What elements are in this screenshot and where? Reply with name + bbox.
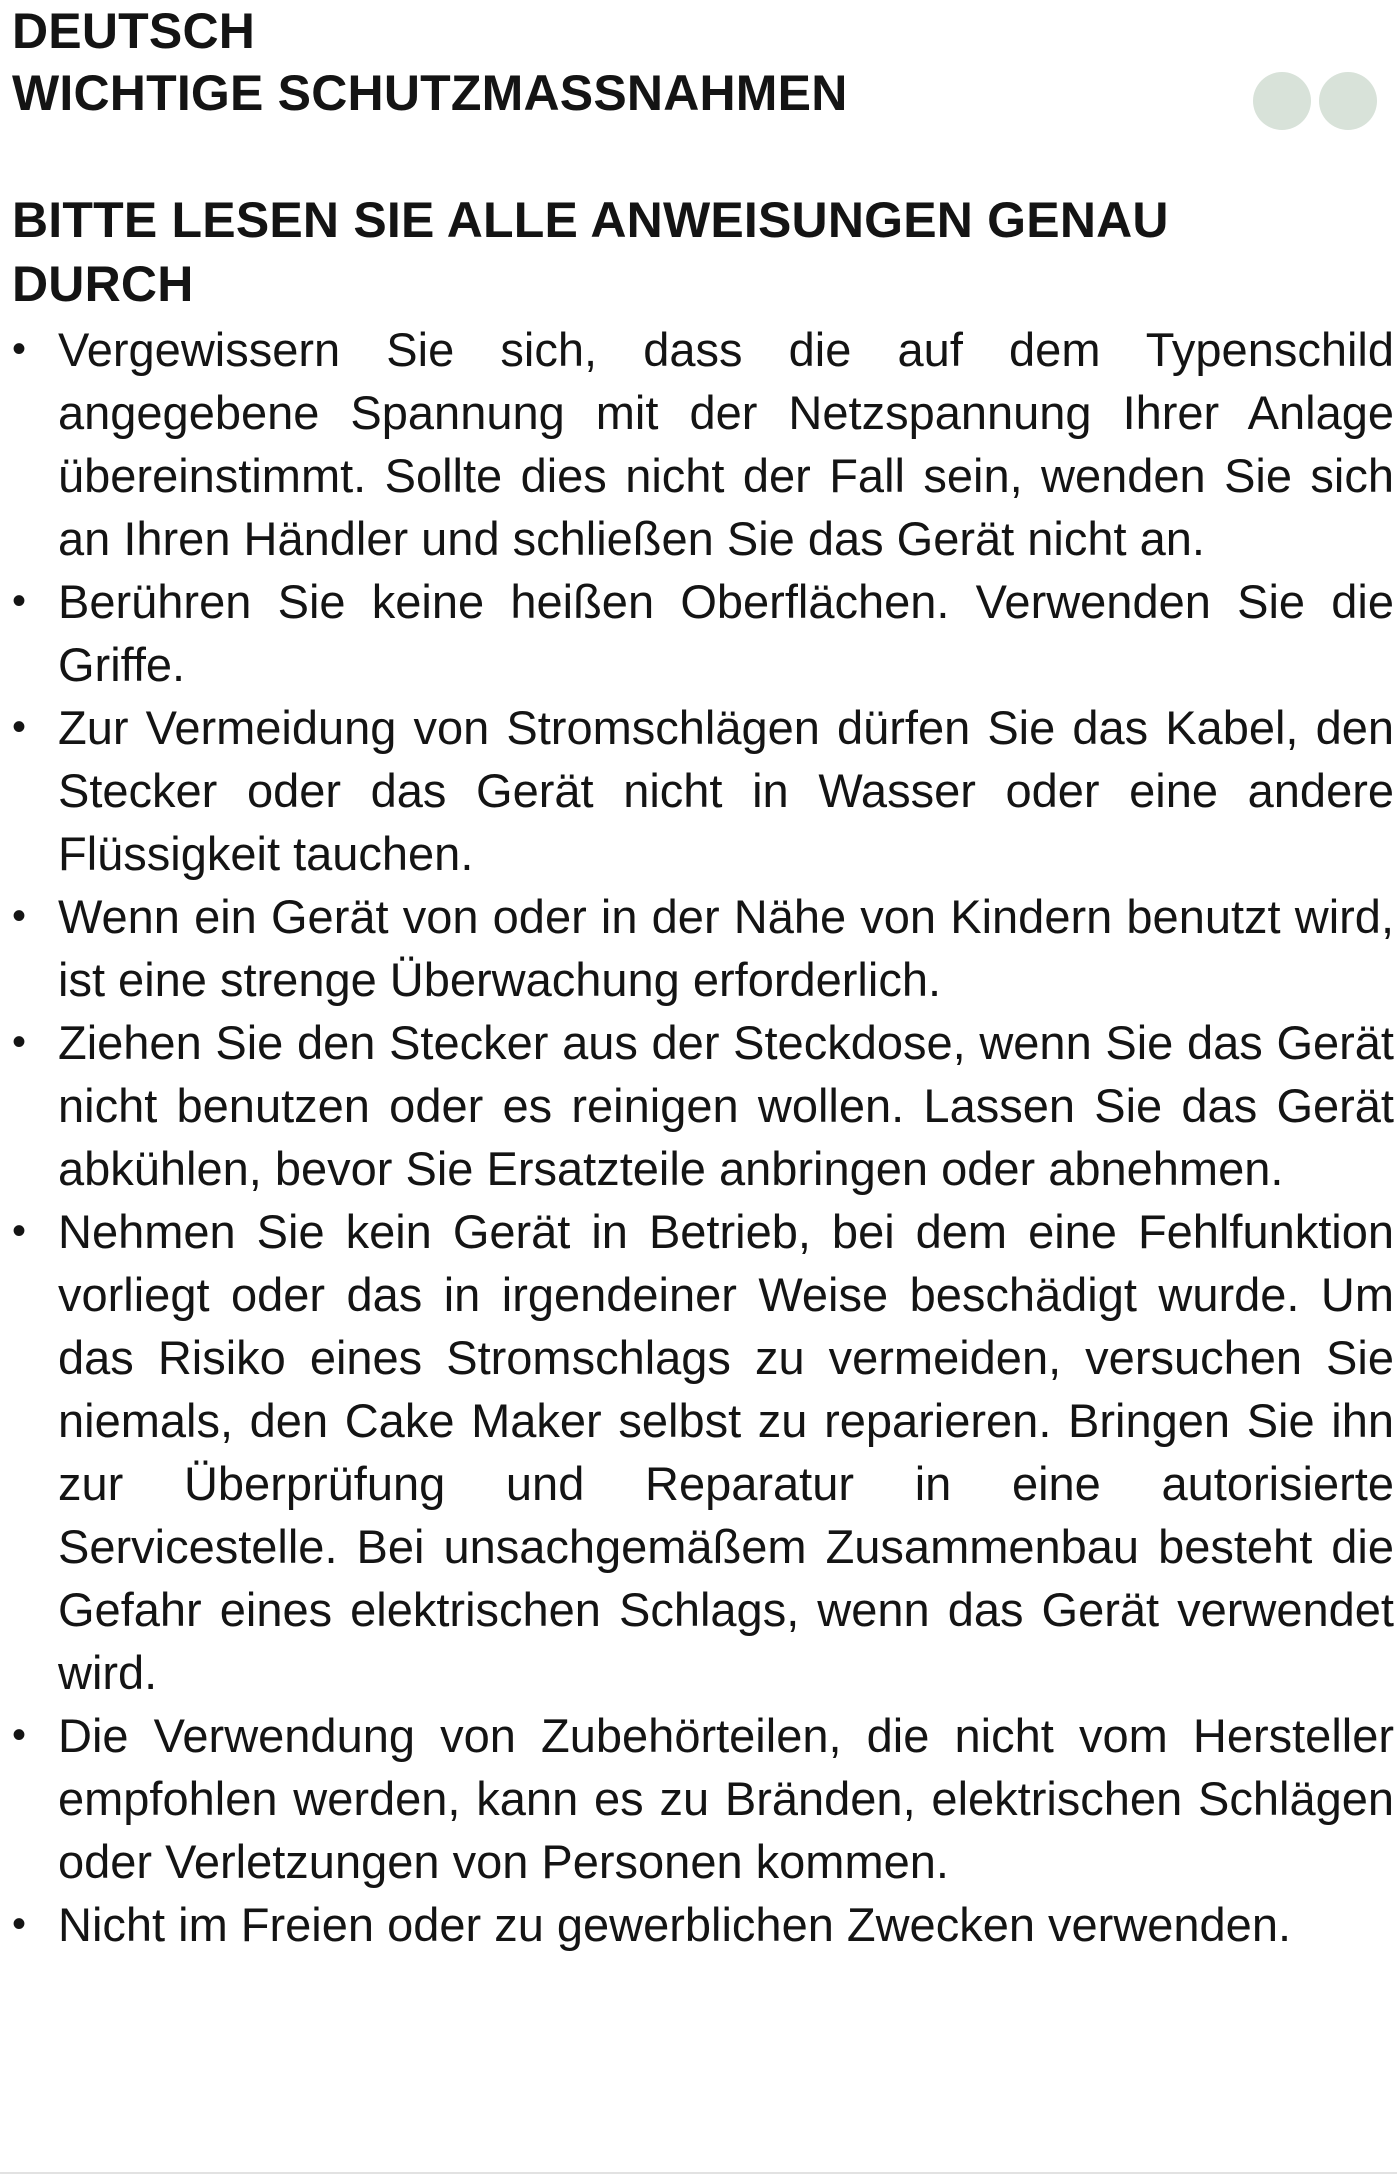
page-title: WICHTIGE SCHUTZMASSNAHMEN [12, 65, 848, 121]
list-item [12, 1704, 1394, 1893]
list-item-text: Wenn ein Gerät von oder in der Nähe von Kindern benutzt wird, ist eine strenge Überwachung erforderlich. [58, 890, 1394, 1006]
header [12, 0, 1392, 124]
list-item [12, 1011, 1394, 1200]
bullet-icon: • [12, 1020, 27, 1064]
list-item [12, 696, 1394, 885]
intro-heading: BITTE LESEN SIE ALLE ANWEISUNGEN GENAU DURCH [12, 192, 1169, 312]
list-item-text: Nicht im Freien oder zu gewerblichen Zwecken verwenden. [58, 1898, 1292, 1951]
list-item-text: Zur Vermeidung von Stromschlägen dürfen Sie das Kabel, den Stecker oder das Gerät nicht in Wasser oder eine andere Flüssigkeit tauchen. [58, 701, 1394, 880]
decorative-dots [1253, 72, 1377, 130]
list-item [12, 1893, 1394, 1956]
bullet-icon: • [12, 327, 27, 371]
circle-icon [1319, 72, 1377, 130]
bullet-icon: • [12, 894, 27, 938]
bullet-icon: • [12, 1209, 27, 1253]
bullet-icon: • [12, 1902, 27, 1946]
divider [0, 2172, 1397, 2174]
circle-icon [1253, 72, 1311, 130]
list-item [12, 570, 1394, 696]
bullet-icon: • [12, 1713, 27, 1757]
bullet-icon: • [12, 705, 27, 749]
language-label: DEUTSCH [12, 3, 256, 59]
list-item [12, 318, 1394, 570]
document-page [12, 0, 1392, 1956]
list-item-text: Berühren Sie keine heißen Oberflächen. Verwenden Sie die Griffe. [58, 575, 1394, 691]
list-item [12, 1200, 1394, 1704]
list-item-text: Nehmen Sie kein Gerät in Betrieb, bei dem eine Fehlfunktion vorliegt oder das in irgendeiner Weise beschädigt wurde. Um das Risiko eines Stromschlags zu vermeiden, versuchen Sie niemals, den Cake Maker selbst zu reparieren. Bringen Sie ihn zur Überprüfung und Reparatur in eine autorisierte Servicestelle. Bei unsachgemäßem Zusammenbau besteht die Gefahr eines elektrischen Schlags, wenn das Gerät verwendet wird. [58, 1205, 1394, 1699]
list-item [12, 885, 1394, 1011]
list-item-text: Ziehen Sie den Stecker aus der Steckdose, wenn Sie das Gerät nicht benutzen oder es reinigen wollen. Lassen Sie das Gerät abkühlen, bevor Sie Ersatzteile anbringen oder abnehmen. [58, 1016, 1394, 1195]
bullet-icon: • [12, 579, 27, 623]
safety-list [12, 318, 1392, 1956]
list-item-text: Die Verwendung von Zubehörteilen, die nicht vom Hersteller empfohlen werden, kann es zu Bränden, elektrischen Schlägen oder Verletzungen von Personen kommen. [58, 1709, 1394, 1888]
list-item-text: Vergewissern Sie sich, dass die auf dem Typenschild angegebene Spannung mit der Netzspannung Ihrer Anlage übereinstimmt. Sollte dies nicht der Fall sein, wenden Sie sich an Ihren Händler und schließen Sie das Gerät nicht an. [58, 323, 1394, 565]
